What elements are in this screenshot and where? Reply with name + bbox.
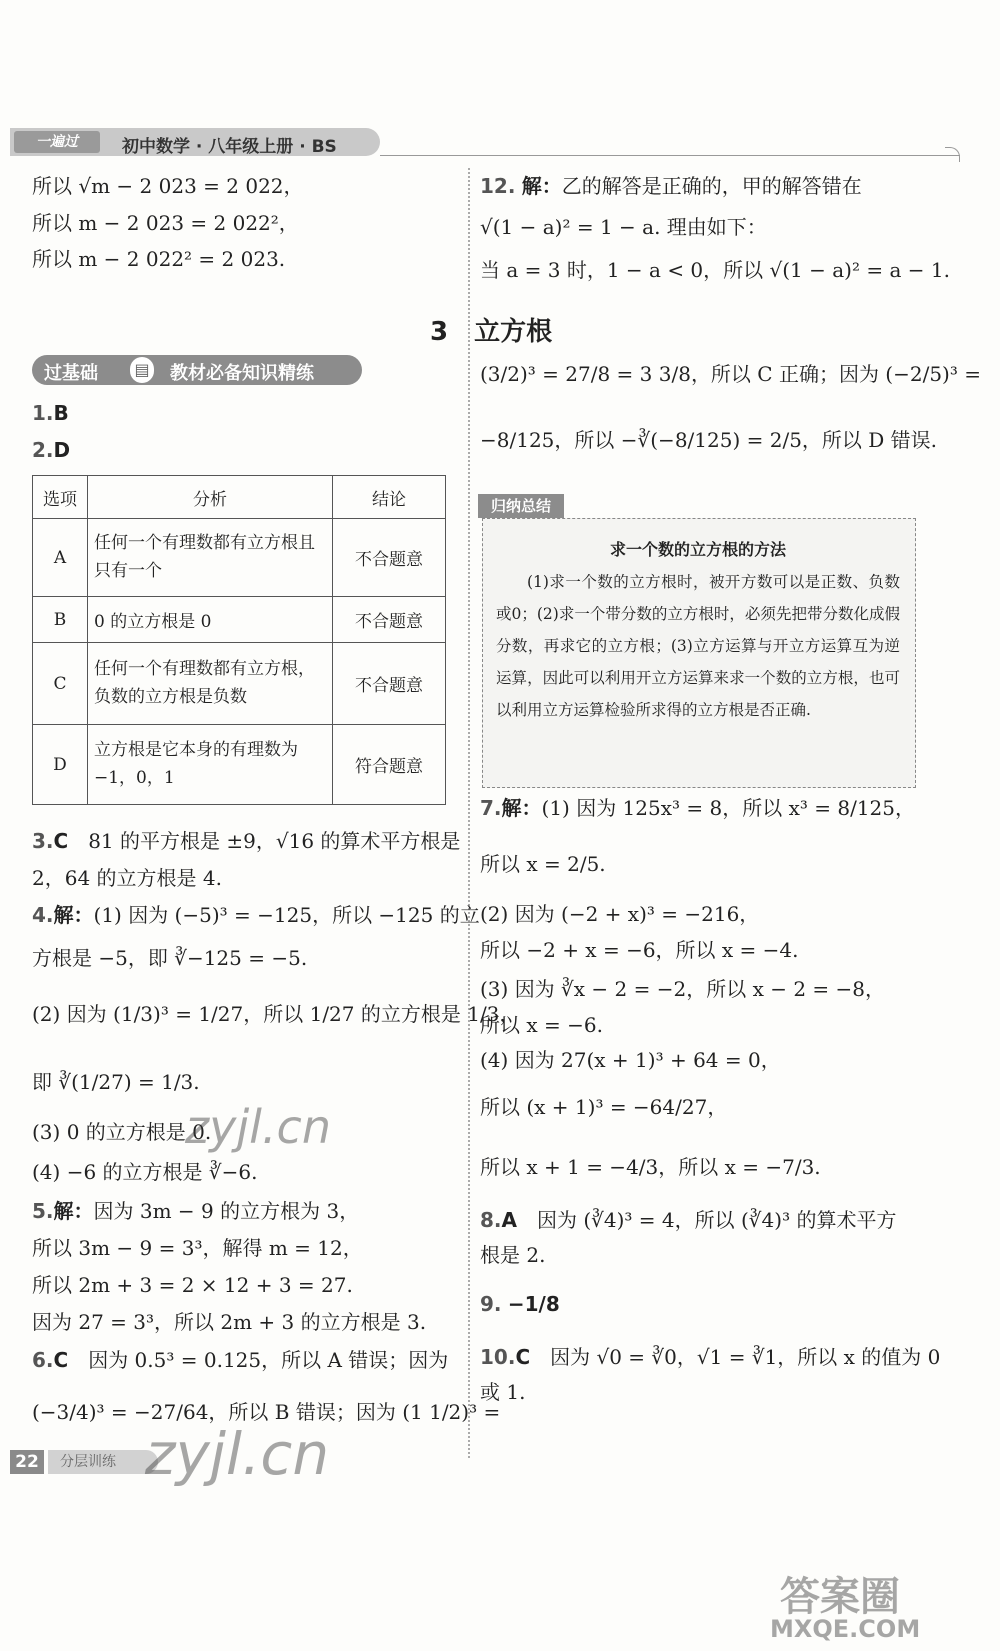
book-icon: ▤ (130, 357, 154, 383)
q10-text-1: 因为 √0 = ∛0，√1 = ∛1，所以 x 的值为 0 (550, 1345, 941, 1369)
practice-banner-right: 教材必备知识精练 (170, 363, 314, 384)
q9-answer: −1/8 (507, 1292, 560, 1316)
q4-line-6: (4) −6 的立方根是 ∛−6. (32, 1160, 258, 1184)
q6-line-4: −8/125，所以 −∛(−8/125) = 2/5，所以 D 错误. (480, 428, 938, 452)
q10-number: 10. (480, 1345, 516, 1369)
q7-line-1 (480, 796, 915, 820)
row-c-analysis: 任何一个有理数都有立方根，负数的立方根是负数 (88, 643, 333, 725)
row-b-result: 不合题意 (333, 597, 446, 643)
q1-answer: B (53, 401, 69, 425)
row-c-option: C (33, 643, 88, 725)
q4-line-2: 方根是 −5，即 ∛−125 = −5. (32, 946, 308, 970)
q1-number: 1. (32, 401, 54, 425)
q1 (32, 401, 69, 425)
q6-text-1: 因为 0.5³ = 0.125，所以 A 错误；因为 (88, 1348, 449, 1372)
q7-number: 7. (480, 796, 502, 820)
watermark-4: MXQE.COM (770, 1615, 921, 1643)
q3-line-2: 2，64 的立方根是 4. (32, 866, 222, 890)
q7-line-2: 所以 x = 2/5. (480, 852, 606, 876)
q4-text-1: (1) 因为 (−5)³ = −125，所以 −125 的立 (93, 903, 480, 927)
q8-line-1 (480, 1208, 896, 1232)
q6-line-3: (3/2)³ = 27/8 = 3 3/8，所以 C 正确；因为 (−2/5)³ = (480, 362, 981, 386)
row-a-option: A (33, 519, 88, 597)
header-badge: 一遍过 (14, 131, 100, 153)
q8-text-1: 因为 (∛4)³ = 4，所以 (∛4)³ 的算术平方 (537, 1208, 897, 1232)
q7-line-4: 所以 −2 + x = −6，所以 x = −4. (480, 938, 799, 962)
th-result: 结论 (333, 476, 446, 519)
q2-number: 2. (32, 438, 54, 462)
watermark-1: zyjl.cn (185, 1100, 331, 1154)
q4-label: 解： (53, 903, 94, 927)
q5-line-3: 所以 2m + 3 = 2 × 12 + 3 = 27. (32, 1273, 353, 1297)
row-a-result: 不合题意 (333, 519, 446, 597)
header-rule (380, 155, 960, 156)
q5-number: 5. (32, 1199, 54, 1223)
q9 (480, 1292, 560, 1316)
practice-banner-left: 过基础 (44, 363, 98, 384)
q2 (32, 438, 70, 462)
row-d-result: 符合题意 (333, 725, 446, 805)
q4-line-3: (2) 因为 (1/3)³ = 1/27，所以 1/27 的立方根是 1/3， (32, 1002, 520, 1026)
row-c-result: 不合题意 (333, 643, 446, 725)
row-d-option: D (33, 725, 88, 805)
column-divider (468, 168, 470, 1458)
q8-line-2: 根是 2. (480, 1243, 546, 1267)
q7-line-9: 所以 x + 1 = −4/3，所以 x = −7/3. (480, 1155, 821, 1179)
q3-number: 3. (32, 829, 54, 853)
q10-answer: C (515, 1345, 531, 1369)
q8-answer: A (501, 1208, 517, 1232)
th-option: 选项 (33, 476, 88, 519)
row-a-analysis: 任何一个有理数都有立方根且只有一个 (88, 519, 333, 597)
watermark-2: zyjl.cn (145, 1420, 330, 1488)
row-b-analysis: 0 的立方根是 0 (88, 597, 333, 643)
q8-number: 8. (480, 1208, 502, 1232)
table-row (33, 643, 446, 725)
q10-line-2: 或 1. (480, 1380, 526, 1404)
q12-label: 解： (521, 174, 562, 198)
q7-text-1: (1) 因为 125x³ = 8，所以 x³ = 8/125， (541, 796, 915, 820)
footer-tag: 分层训练 (48, 1450, 158, 1474)
q12-number: 12. (480, 174, 516, 198)
table-row (33, 597, 446, 643)
q7-label: 解： (501, 796, 542, 820)
q12-line-1 (480, 174, 862, 198)
watermark-3: 答案圈 (780, 1574, 900, 1620)
table-header-row (33, 476, 446, 519)
q6-number: 6. (32, 1348, 54, 1372)
q7-line-8: 所以 (x + 1)³ = −64/27， (480, 1095, 728, 1119)
q6-answer: C (53, 1348, 69, 1372)
summary-title: 求一个数的立方根的方法 (609, 540, 786, 559)
summary-tag: 归纳总结 (478, 494, 564, 518)
q5-label: 解： (53, 1199, 94, 1223)
q5-line-2: 所以 3m − 9 = 3³，解得 m = 12， (32, 1236, 363, 1260)
summary-body: (1)求一个数的立方根时，被开方数可以是正数、负数或0；(2)求一个带分数的立方根时，必须先把带分数化成假分数，再求它的立方根；(3)立方运算与开立方运算互为逆运算，因此可以利用开立方运算来求一个数的立方根，也可以利用立方运算检验所求得的立方根是否正确. (496, 573, 900, 719)
q5-line-4: 因为 27 = 3³，所以 2m + 3 的立方根是 3. (32, 1310, 427, 1334)
q12-line-3: 当 a = 3 时，1 − a < 0，所以 √(1 − a)² = a − 1. (480, 258, 950, 282)
q3-text-1: 81 的平方根是 ±9，√16 的算术平方根是 (88, 829, 461, 853)
q4-line-5: (3) 0 的立方根是 0. (32, 1120, 212, 1144)
table-row (33, 725, 446, 805)
q9-number: 9. (480, 1292, 502, 1316)
q6-line-2: (−3/4)³ = −27/64，所以 B 错误；因为 (1 1/2)³ = (32, 1400, 501, 1424)
q7-line-3: (2) 因为 (−2 + x)³ = −216， (480, 902, 760, 926)
table-row (33, 519, 446, 597)
header-title: 初中数学 · 八年级上册 · BS (122, 137, 337, 157)
header-rule-curve (945, 147, 960, 162)
q10-line-1 (480, 1345, 940, 1369)
q3-line-1 (32, 829, 460, 853)
page-number: 22 (10, 1450, 44, 1474)
section-title: 3 立方根 (430, 317, 553, 347)
row-d-analysis: 立方根是它本身的有理数为 −1，0，1 (88, 725, 333, 805)
th-analysis: 分析 (88, 476, 333, 519)
q12-line-2: √(1 − a)² = 1 − a. 理由如下： (480, 215, 767, 239)
q4-number: 4. (32, 903, 54, 927)
left-top-line-2: 所以 m − 2 023 = 2 022²， (32, 211, 299, 235)
q4-line-1 (32, 903, 480, 927)
q2-answer: D (53, 438, 71, 462)
q5-line-1 (32, 1199, 359, 1223)
analysis-table (32, 475, 446, 805)
row-b-option: B (33, 597, 88, 643)
q6-line-1 (32, 1348, 448, 1372)
q7-line-6: 所以 x = −6. (480, 1013, 603, 1037)
q3-answer: C (53, 829, 69, 853)
q7-line-7: (4) 因为 27(x + 1)³ + 64 = 0， (480, 1048, 781, 1072)
left-top-line-3: 所以 m − 2 022² = 2 023. (32, 247, 286, 271)
q4-line-4: 即 ∛(1/27) = 1/3. (32, 1070, 200, 1094)
q5-text-1: 因为 3m − 9 的立方根为 3， (93, 1199, 360, 1223)
q12-text-1: 乙的解答是正确的，甲的解答错在 (561, 174, 862, 198)
left-top-line-1: 所以 √m − 2 023 = 2 022， (32, 174, 304, 198)
q7-line-5: (3) 因为 ∛x − 2 = −2，所以 x − 2 = −8， (480, 977, 886, 1001)
